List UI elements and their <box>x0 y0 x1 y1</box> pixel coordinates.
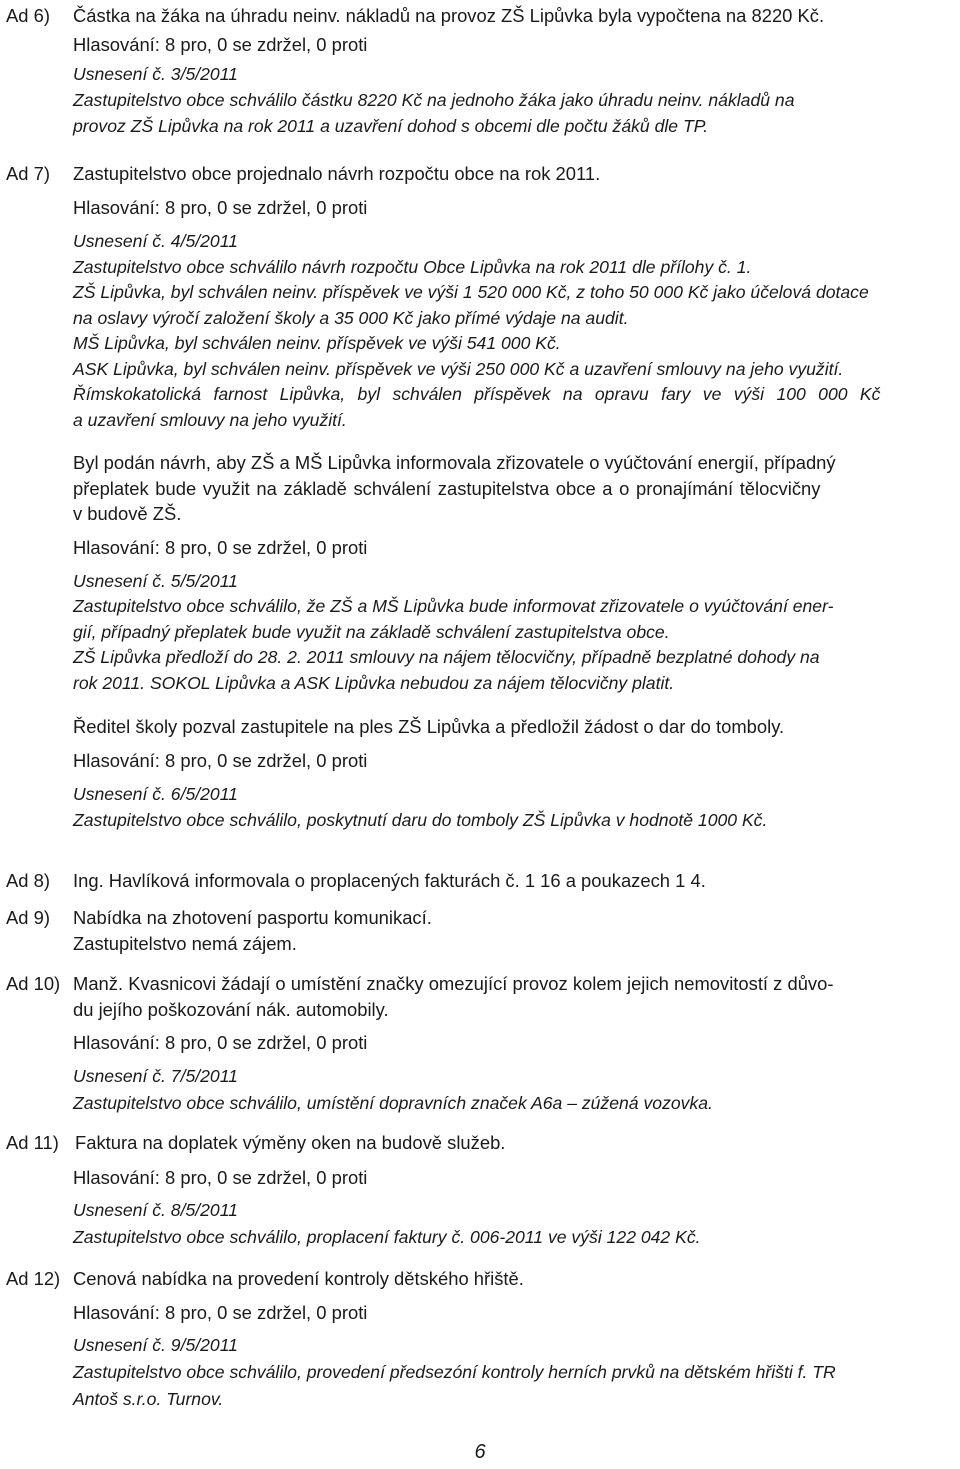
agenda-text: Manž. Kvasnicovi žádají o umístění značky omezující provoz kolem jejich nemovitostí z důvo- <box>73 973 834 994</box>
resolution-text: Zastupitelstvo obce schválilo, že ZŠ a MŠ Lipůvka bude informovat zřizovatele o vyúčtování ener- <box>73 596 834 616</box>
agenda-label: Ad 6) <box>6 5 50 26</box>
resolution <box>73 1064 957 1117</box>
resolution-number: Usnesení č. 7/5/2011 <box>73 1065 238 1086</box>
agenda-item-9 <box>6 905 960 956</box>
page-number: 6 <box>474 1441 486 1463</box>
resolution-text: ZŠ Lipůvka předloží do 28. 2. 2011 smlouvy na nájem tělocvičny, případně bezplatné dohody na <box>73 647 820 667</box>
vote-result: Hlasování: 8 pro, 0 se zdržel, 0 proti <box>73 197 368 218</box>
resolution-number: Usnesení č. 6/5/2011 <box>73 784 238 804</box>
resolution-text: Zastupitelstvo obce schválilo částku 8220 Kč na jednoho žáka jako úhradu neinv. nákladů na <box>73 90 795 110</box>
resolution-text: na oslavy výročí založení školy a 35 000 Kč jako přímé výdaje na audit. <box>73 307 629 328</box>
resolution-text: ZŠ Lipůvka, byl schválen neinv. příspěvek ve výši 1 520 000 Kč, z toho 50 000 Kč jako účelová dotace <box>73 282 869 302</box>
vote-result: Hlasování: 8 pro, 0 se zdržel, 0 proti <box>73 1167 368 1188</box>
resolution <box>73 782 957 833</box>
agenda-text: Cenová nabídka na provedení kontroly dětského hřiště. <box>73 1268 524 1289</box>
resolution-text: Zastupitelstvo obce schválilo, proplacení faktury č. 006-2011 ve výši 122 042 Kč. <box>73 1227 701 1247</box>
agenda-text: Nabídka na zhotovení pasportu komunikací. <box>73 907 432 928</box>
resolution <box>73 62 957 140</box>
agenda-item-10 <box>6 971 960 1116</box>
vote-result: Hlasování: 8 pro, 0 se zdržel, 0 proti <box>73 34 368 55</box>
resolution-text: Zastupitelstvo obce schválilo, umístění dopravních značek A6a – zúžená vozovka. <box>73 1092 713 1113</box>
agenda-label: Ad 11) <box>6 1130 63 1156</box>
agenda-text: Částka na žáka na úhradu neinv. nákladů na provoz ZŠ Lipůvka byla vypočtena na 8220 Kč. <box>73 5 825 26</box>
resolution-text: a uzavření smlouvy na jeho využití. <box>73 409 347 430</box>
agenda-label: Ad 8) <box>6 870 50 891</box>
resolution-text: Zastupitelstvo obce schválilo, poskytnutí daru do tomboly ZŠ Lipůvka v hodnotě 1000 Kč. <box>73 809 768 830</box>
agenda-item-11 <box>6 1130 960 1251</box>
resolution-text: MŠ Lipůvka, byl schválen neinv. příspěvek ve výši 541 000 Kč. <box>73 333 561 353</box>
agenda-item-8 <box>6 868 960 894</box>
agenda-item-6 <box>6 3 960 140</box>
paragraph-text: Byl podán návrh, aby ZŠ a MŠ Lipůvka informovala zřizovatele o vyúčtování energií, případný <box>73 452 836 473</box>
resolution-text: gií, případný přeplatek bude využit na základě schválení zastupitelstva obce. <box>73 621 670 642</box>
resolution-number: Usnesení č. 4/5/2011 <box>73 231 238 251</box>
paragraph-text: přeplatek bude využit na základě schválení zastupitelstva obce a o pronajímání tělocvičny <box>73 477 821 499</box>
paragraph <box>73 450 957 527</box>
resolution-number: Usnesení č. 9/5/2011 <box>73 1335 238 1355</box>
resolution-number: Usnesení č. 5/5/2011 <box>73 570 238 591</box>
agenda-text: Ing. Havlíková informovala o proplacených fakturách č. 1 16 a poukazech 1 4. <box>73 870 706 891</box>
agenda-text: du jejího poškozování nák. automobily. <box>73 998 389 1020</box>
resolution-text: Zastupitelstvo obce schválilo návrh rozpočtu Obce Lipůvka na rok 2011 dle přílohy č. 1. <box>73 256 752 277</box>
vote-result: Hlasování: 8 pro, 0 se zdržel, 0 proti <box>73 750 368 771</box>
paragraph-text: Ředitel školy pozval zastupitele na ples ZŠ Lipůvka a předložil žádost o dar do tomboly. <box>73 716 785 737</box>
agenda-label: Ad 12) <box>6 1268 61 1289</box>
resolution-text: Antoš s.r.o. Turnov. <box>73 1389 224 1409</box>
agenda-label: Ad 9) <box>6 907 50 928</box>
resolution-text: ASK Lipůvka, byl schválen neinv. příspěvek ve výši 250 000 Kč a uzavření smlouvy na jeho využití. <box>73 358 844 379</box>
resolution-text: provoz ZŠ Lipůvka na rok 2011 a uzavření dohod s obcemi dle počtu žáků dle TP. <box>73 116 709 136</box>
vote-result: Hlasování: 8 pro, 0 se zdržel, 0 proti <box>73 1031 368 1053</box>
agenda-label: Ad 7) <box>6 163 50 184</box>
resolution <box>73 569 957 697</box>
resolution <box>73 1198 957 1251</box>
vote-result: Hlasování: 8 pro, 0 se zdržel, 0 proti <box>73 1302 368 1323</box>
agenda-label: Ad 10) <box>6 973 61 994</box>
agenda-text: Zastupitelstvo nemá zájem. <box>73 932 297 954</box>
resolution-text: rok 2011. SOKOL Lipůvka a ASK Lipůvka nebudou za nájem tělocvičny platit. <box>73 672 675 693</box>
resolution-number: Usnesení č. 8/5/2011 <box>73 1200 238 1220</box>
paragraph-text: v budově ZŠ. <box>73 503 182 524</box>
agenda-text: Faktura na doplatek výměny oken na budově služeb. <box>75 1132 506 1153</box>
resolution <box>73 1333 957 1413</box>
resolution-text: Zastupitelstvo obce schválilo, provedení předsezóní kontroly herních prvků na dětském hřišti f. TR <box>73 1362 836 1382</box>
agenda-item-12 <box>6 1266 960 1413</box>
vote-result: Hlasování: 8 pro, 0 se zdržel, 0 proti <box>73 536 368 558</box>
agenda-item-7 <box>6 161 960 833</box>
resolution <box>73 229 957 433</box>
agenda-text: Zastupitelstvo obce projednalo návrh rozpočtu obce na rok 2011. <box>73 163 601 184</box>
resolution-number: Usnesení č. 3/5/2011 <box>73 64 238 84</box>
resolution-text: Římskokatolická farnost Lipůvka, byl schválen příspěvek na opravu fary ve výši 100 000 Kč <box>73 384 881 404</box>
